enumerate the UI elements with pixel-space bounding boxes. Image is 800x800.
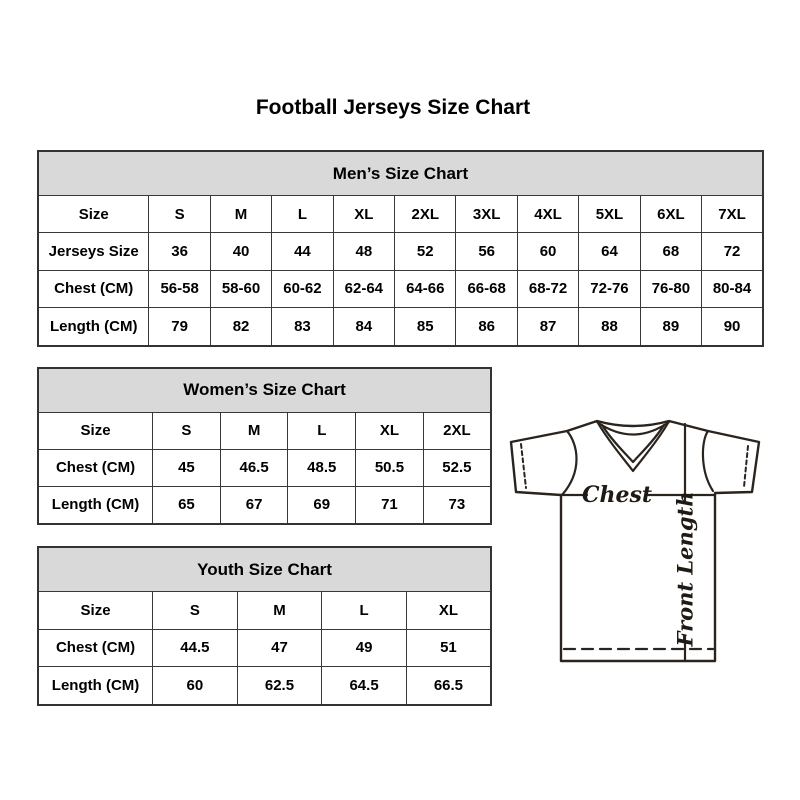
column-header: L [272, 196, 333, 233]
size-value-cell: 86 [456, 308, 517, 346]
row-label: Length (CM) [38, 308, 149, 346]
column-header: Size [38, 196, 149, 233]
column-header: L [322, 592, 407, 629]
row-label: Chest (CM) [38, 270, 149, 307]
size-value-cell: 76-80 [640, 270, 701, 307]
size-table [37, 150, 764, 347]
row-label: Length (CM) [38, 486, 153, 524]
column-header: 5XL [579, 196, 640, 233]
page-title: Football Jerseys Size Chart [255, 96, 531, 119]
size-value-cell: 69 [288, 486, 356, 524]
size-value-cell: 62-64 [333, 270, 394, 307]
table-row [38, 629, 491, 666]
table-row [38, 667, 491, 706]
size-value-cell: 48 [333, 233, 394, 270]
size-value-cell: 73 [423, 486, 491, 524]
table-row [38, 486, 491, 524]
size-value-cell: 60 [517, 233, 578, 270]
table-row [38, 233, 763, 270]
column-header: M [220, 412, 288, 449]
row-label: Jerseys Size [38, 233, 149, 270]
size-value-cell: 68-72 [517, 270, 578, 307]
size-value-cell: 50.5 [356, 449, 424, 486]
size-value-cell: 72-76 [579, 270, 640, 307]
column-header: 6XL [640, 196, 701, 233]
column-header: S [149, 196, 210, 233]
size-value-cell: 64.5 [322, 667, 407, 706]
row-label: Length (CM) [38, 667, 153, 706]
size-value-cell: 64-66 [395, 270, 456, 307]
table-row [38, 308, 763, 346]
size-value-cell: 44 [272, 233, 333, 270]
column-header: 3XL [456, 196, 517, 233]
row-label: Chest (CM) [38, 449, 153, 486]
size-value-cell: 87 [517, 308, 578, 346]
size-value-cell: 68 [640, 233, 701, 270]
size-value-cell: 65 [153, 486, 221, 524]
size-value-cell: 83 [272, 308, 333, 346]
size-value-cell: 71 [356, 486, 424, 524]
column-header: Size [38, 592, 153, 629]
table-section-title: Men’s Size Chart [38, 151, 763, 196]
column-header: 2XL [395, 196, 456, 233]
size-value-cell: 40 [210, 233, 271, 270]
size-value-cell: 90 [702, 308, 763, 346]
size-value-cell: 45 [153, 449, 221, 486]
size-value-cell: 88 [579, 308, 640, 346]
youth-size-table [37, 546, 492, 706]
size-value-cell: 89 [640, 308, 701, 346]
jersey-illustration [505, 396, 777, 668]
womens-size-table [37, 367, 492, 525]
table-row [38, 270, 763, 307]
column-header: M [210, 196, 271, 233]
column-header: XL [333, 196, 394, 233]
row-label: Chest (CM) [38, 629, 153, 666]
size-value-cell: 79 [149, 308, 210, 346]
size-value-cell: 52.5 [423, 449, 491, 486]
size-value-cell: 52 [395, 233, 456, 270]
column-header: Size [38, 412, 153, 449]
size-value-cell: 80-84 [702, 270, 763, 307]
size-value-cell: 82 [210, 308, 271, 346]
table-section-title: Women’s Size Chart [38, 368, 491, 412]
size-value-cell: 62.5 [237, 667, 322, 706]
size-value-cell: 60 [153, 667, 238, 706]
column-header: XL [356, 412, 424, 449]
size-value-cell: 56-58 [149, 270, 210, 307]
column-header: L [288, 412, 356, 449]
size-value-cell: 56 [456, 233, 517, 270]
size-value-cell: 44.5 [153, 629, 238, 666]
table-section-title: Youth Size Chart [38, 547, 491, 592]
size-value-cell: 85 [395, 308, 456, 346]
size-value-cell: 64 [579, 233, 640, 270]
column-header: 2XL [423, 412, 491, 449]
size-value-cell: 46.5 [220, 449, 288, 486]
size-table [37, 546, 492, 706]
jersey-measurement-diagram [505, 396, 777, 668]
size-value-cell: 48.5 [288, 449, 356, 486]
size-value-cell: 67 [220, 486, 288, 524]
column-header: XL [406, 592, 491, 629]
column-header: S [153, 412, 221, 449]
size-value-cell: 47 [237, 629, 322, 666]
size-value-cell: 51 [406, 629, 491, 666]
size-value-cell: 49 [322, 629, 407, 666]
size-value-cell: 84 [333, 308, 394, 346]
size-table [37, 367, 492, 525]
size-value-cell: 72 [702, 233, 763, 270]
size-value-cell: 66.5 [406, 667, 491, 706]
front-length-label: Front Length [672, 491, 698, 647]
chest-label: Chest [581, 482, 653, 508]
size-value-cell: 60-62 [272, 270, 333, 307]
column-header: M [237, 592, 322, 629]
mens-size-table [37, 150, 764, 347]
table-row [38, 449, 491, 486]
column-header: S [153, 592, 238, 629]
column-header: 4XL [517, 196, 578, 233]
size-value-cell: 66-68 [456, 270, 517, 307]
column-header: 7XL [702, 196, 763, 233]
size-value-cell: 36 [149, 233, 210, 270]
jersey-outline [511, 421, 759, 661]
size-value-cell: 58-60 [210, 270, 271, 307]
